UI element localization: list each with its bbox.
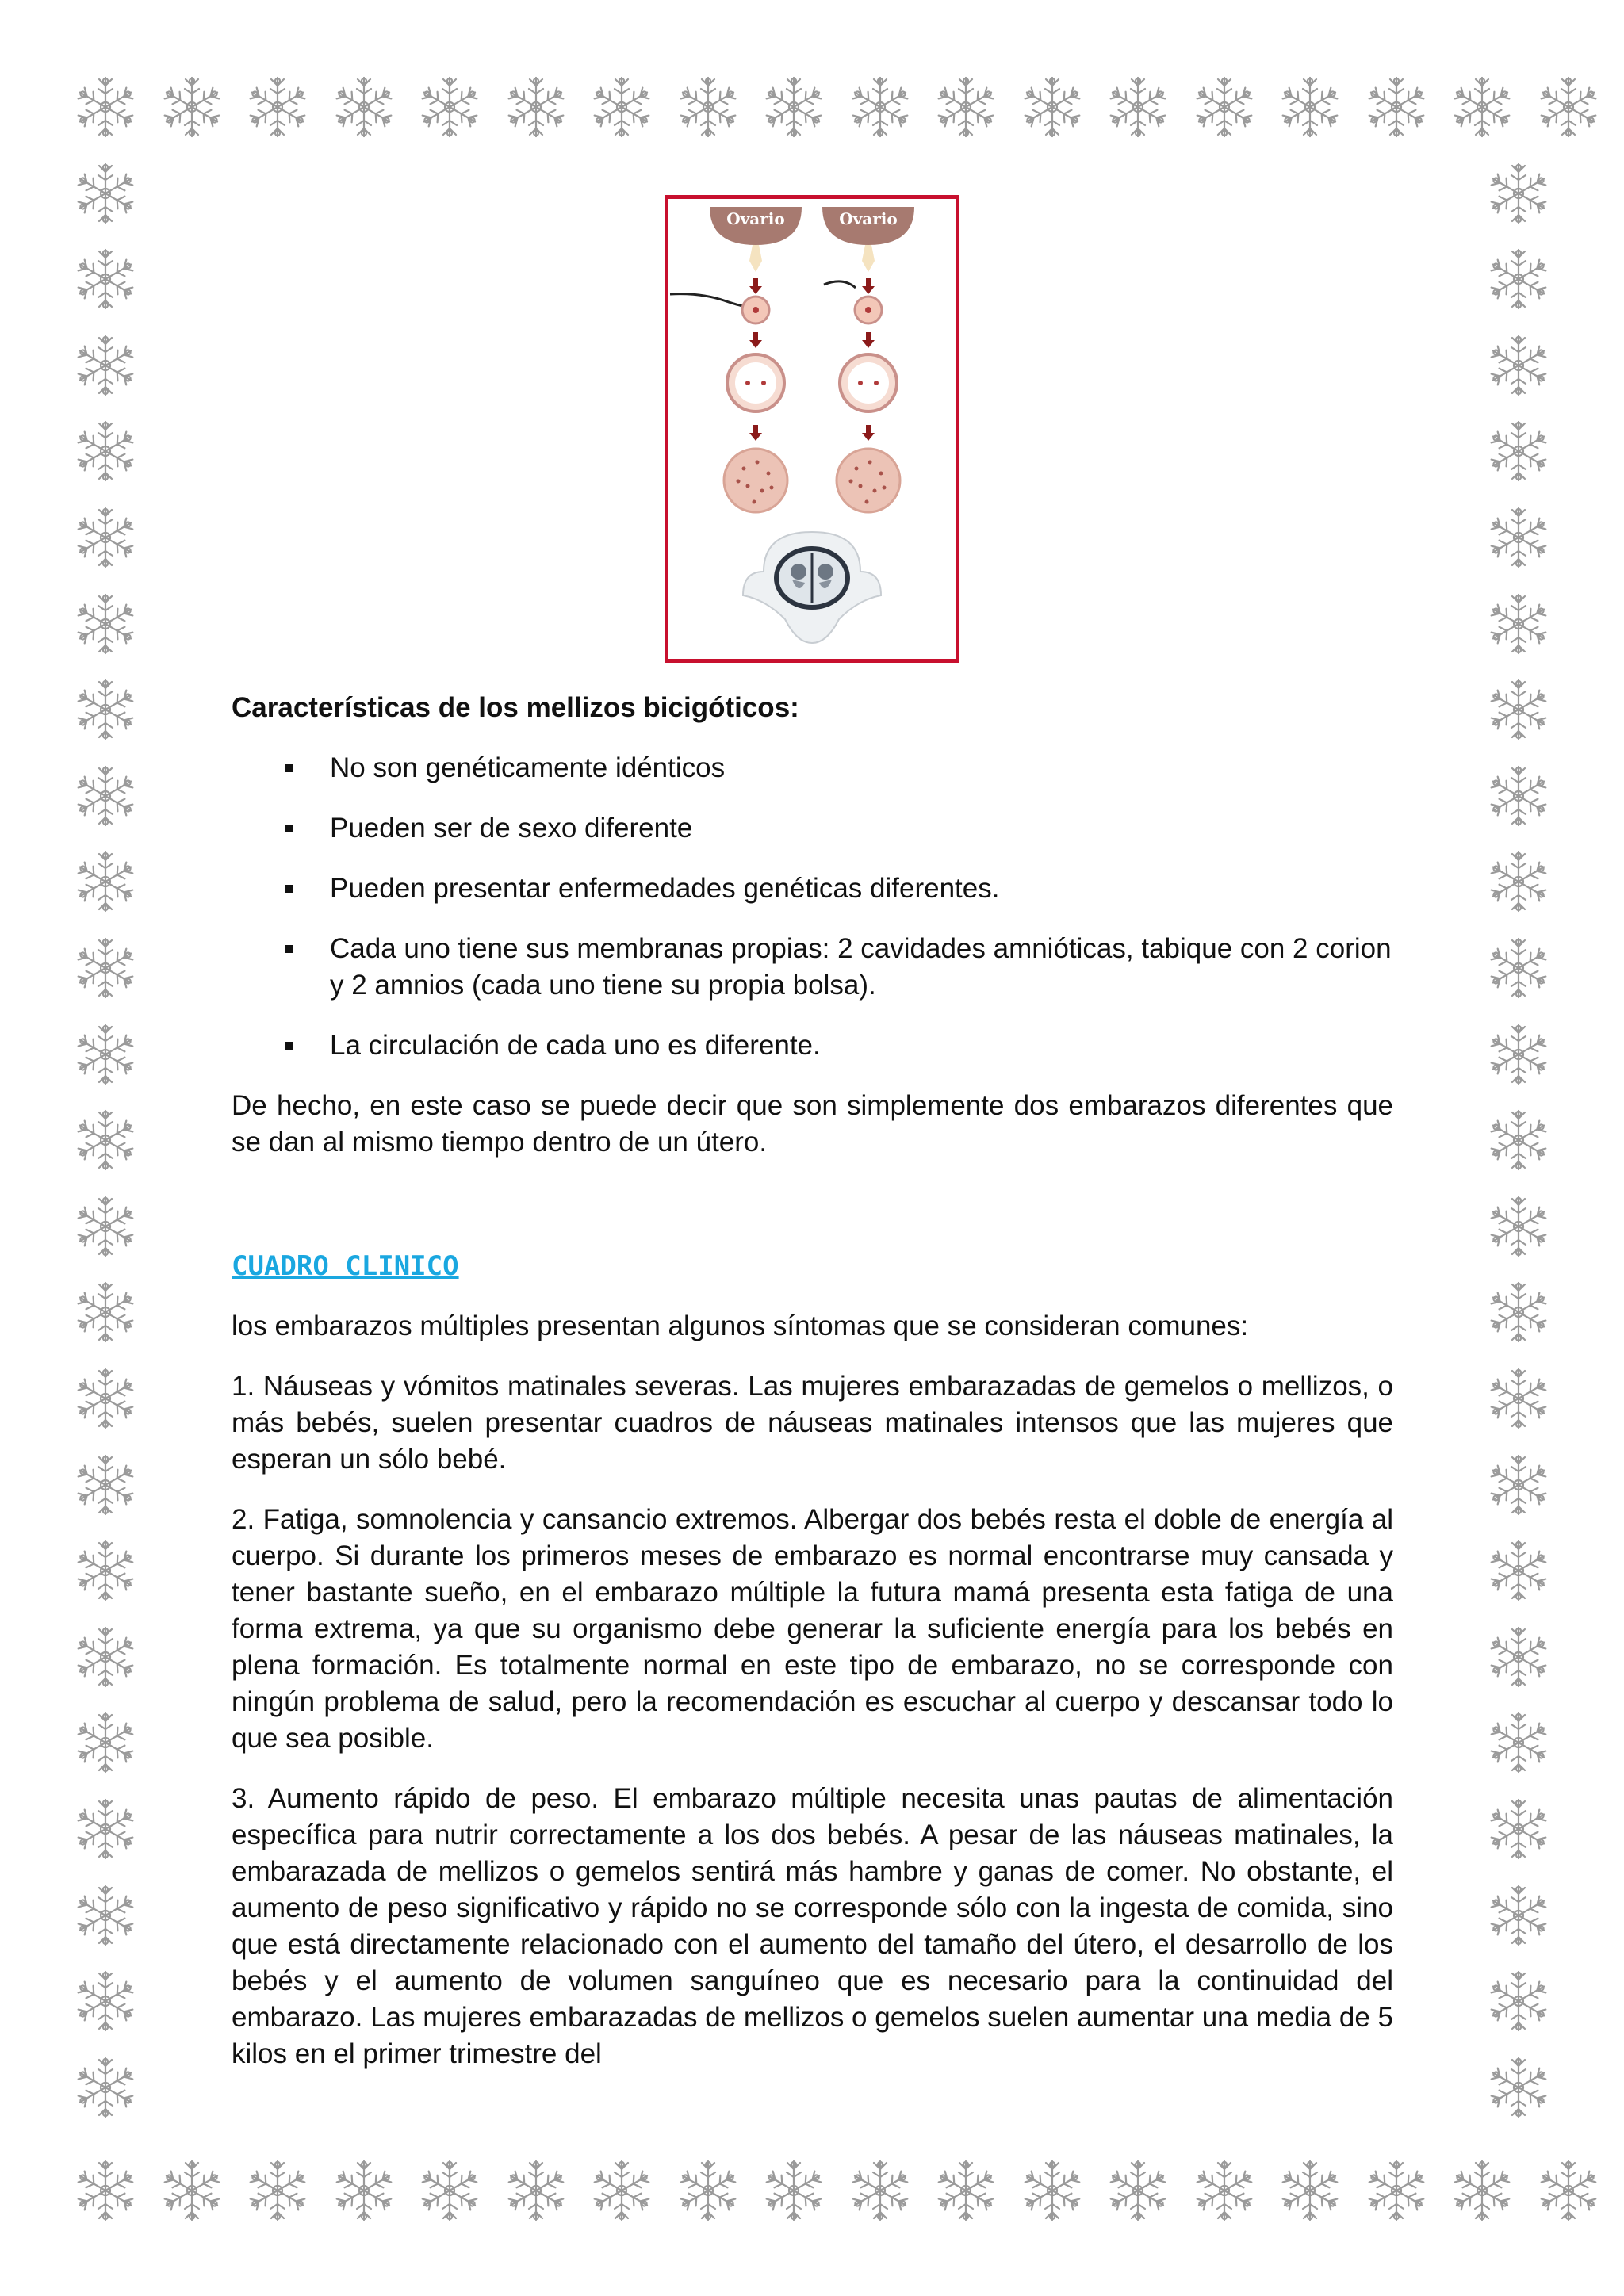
morula-stage [724, 449, 900, 512]
snowflake-icon [1483, 1880, 1554, 1951]
snowflake-icon [1533, 71, 1604, 143]
snowflake-icon [156, 71, 228, 143]
snowflake-icon [1483, 1276, 1554, 1348]
zygote-nucleus [865, 307, 871, 313]
cell-nucleus [761, 381, 766, 385]
snowflake-icon [70, 1965, 141, 2037]
snowflake-icon [414, 71, 485, 143]
list-item [232, 1027, 1393, 1064]
snowflake-icon [1483, 1019, 1554, 1090]
snowflake-icon [70, 674, 141, 745]
snowflake-icon [70, 2052, 141, 2123]
snowflake-icon [1446, 71, 1518, 143]
snowflake-icon [242, 2155, 313, 2226]
snowflake-icon [1274, 71, 1346, 143]
snowflake-icon [1483, 1535, 1554, 1606]
conclusion-paragraph: De hecho, en este caso se puede decir que son simplemente dos embarazos diferentes que se dan al mismo tiempo dentro de un útero. [232, 1090, 1393, 1158]
snowflake-icon [1483, 1965, 1554, 2037]
list-item-text: La circulación de cada uno es diferente. [330, 1030, 821, 1061]
snowflake-icon [70, 1793, 141, 1865]
left-ovary-group [710, 207, 802, 272]
snowflake-icon [156, 2155, 228, 2226]
clinical-intro: los embarazos múltiples presentan algunos síntomas que se consideran comunes: [232, 1311, 1249, 1341]
snowflake-icon [1483, 330, 1554, 401]
symptom-paragraph: 3. Aumento rápido de peso. El embarazo múltiple necesita unas pautas de alimentación específica para nutrir correctamente a los dos bebés. A pesar de las náuseas matinales, la embarazada de mellizos o gemelos sentirá más hambre y ganas de comer. No obstante, el aumento de peso significativo y rápido no se corresponde sólo con la ingesta de comida, sino que está directamente relacionado con el aumento del tamaño del útero, el desarrollo de los bebés y el aumento de volumen sanguíneo que es necesario para la continuidad del embarazo. Las mujeres embarazadas de mellizos o gemelos suelen aumentar una media de 5 kilos en el primer trimestre del [232, 1783, 1393, 2069]
snowflake-icon [1483, 588, 1554, 660]
snowflake-icon [1189, 2155, 1260, 2226]
snowflake-icon [70, 415, 141, 487]
snowflake-icon [70, 846, 141, 917]
snowflake-icon [1017, 2155, 1088, 2226]
snowflake-icon [1533, 2155, 1604, 2226]
section-title-cuadro-clinico: CUADRO CLINICO [232, 1250, 459, 1282]
snowflake-icon [758, 71, 829, 143]
snowflake-icon [845, 71, 916, 143]
snowflake-icon [672, 2155, 744, 2226]
twins-diagram [668, 199, 956, 659]
snowflake-icon [672, 71, 744, 143]
snowflake-icon [328, 71, 400, 143]
characteristics-list [232, 750, 1393, 1064]
snowflake-icon [1483, 1191, 1554, 1262]
main-content [232, 690, 1393, 2096]
snowflake-icon [1361, 2155, 1432, 2226]
snowflake-icon [1102, 71, 1174, 143]
snowflake-icon [70, 502, 141, 573]
snowflake-icon [70, 158, 141, 229]
snowflake-icon [70, 1880, 141, 1951]
zygote-nucleus [753, 307, 759, 313]
snowflake-icon [1483, 1793, 1554, 1865]
uterus-with-twins [743, 532, 881, 643]
arrow-down-icon [749, 425, 762, 441]
bullet-icon [285, 825, 293, 832]
right-ovum-release [862, 245, 875, 272]
snowflake-icon [1483, 243, 1554, 315]
list-item [232, 750, 1393, 786]
snowflake-icon [1483, 1707, 1554, 1778]
snowflake-icon [70, 1707, 141, 1778]
snowflake-icon [1483, 415, 1554, 487]
snowflake-icon [758, 2155, 829, 2226]
snowflake-icon [1483, 760, 1554, 832]
snowflake-icon [70, 71, 141, 143]
right-fetus-icon [818, 564, 833, 580]
right-ovary-label: Ovario [839, 209, 898, 228]
snowflake-icon [845, 2155, 916, 2226]
cell-interior [848, 362, 889, 404]
arrow-down-icon [862, 278, 875, 294]
left-ovum-release [749, 245, 762, 272]
snowflake-icon [1483, 932, 1554, 1004]
two-cell-stage [727, 354, 897, 411]
cell-nucleus [745, 381, 750, 385]
arrow-down-icon [749, 332, 762, 348]
symptom-paragraph: 2. Fatiga, somnolencia y cansancio extremos. Albergar dos bebés resta el doble de energía al cuerpo. Si durante los primeros meses de embarazo es normal encontrarse muy cansada y tener bastante sueño, en el embarazo múltiple la futura mamá presenta esta fatiga de una forma extrema, ya que su organismo debe generar la suficiente energía para los bebés en plena formación. Es totalmente normal en este tipo de embarazo, no se corresponde con ningún problema de salud, pero la recomendación es escuchar al cuerpo y descansar todo lo que sea posible. [232, 1504, 1393, 1754]
snowflake-icon [70, 2155, 141, 2226]
snowflake-icon [70, 243, 141, 315]
snowflake-icon [70, 932, 141, 1004]
snowflake-icon [1274, 2155, 1346, 2226]
snowflake-icon [1189, 71, 1260, 143]
snowflake-icon [1361, 71, 1432, 143]
cell-nucleus [874, 381, 879, 385]
snowflake-icon [1483, 1104, 1554, 1176]
snowflake-icon [930, 2155, 1002, 2226]
snowflake-icon [1483, 1621, 1554, 1693]
snowflake-icon [70, 588, 141, 660]
dizygotic-twins-figure [665, 195, 959, 663]
snowflake-icon [1483, 1449, 1554, 1521]
snowflake-icon [70, 760, 141, 832]
snowflake-icon [1446, 2155, 1518, 2226]
bullet-icon [285, 1042, 293, 1050]
snowflake-icon [70, 1363, 141, 1434]
cell-interior [735, 362, 776, 404]
snowflake-icon [70, 1191, 141, 1262]
snowflake-icon [328, 2155, 400, 2226]
snowflake-icon [70, 1104, 141, 1176]
left-ovary-label: Ovario [726, 209, 785, 228]
snowflake-icon [70, 1621, 141, 1693]
snowflake-icon [500, 71, 572, 143]
snowflake-icon [1483, 2052, 1554, 2123]
list-item [232, 931, 1393, 1004]
snowflake-icon [1102, 2155, 1174, 2226]
bullet-icon [285, 885, 293, 893]
right-ovary-group [822, 207, 914, 272]
snowflake-icon [414, 2155, 485, 2226]
list-item-text: Pueden ser de sexo diferente [330, 813, 693, 844]
snowflake-icon [1483, 1363, 1554, 1434]
snowflake-icon [70, 1535, 141, 1606]
bullet-icon [285, 945, 293, 953]
arrow-down-icon [749, 278, 762, 294]
snowflake-icon [500, 2155, 572, 2226]
snowflake-icon [70, 1276, 141, 1348]
arrow-down-icon [862, 425, 875, 441]
snowflake-icon [1483, 158, 1554, 229]
arrow-down-icon [862, 332, 875, 348]
right-sperm-icon [824, 281, 856, 288]
characteristics-heading: Características de los mellizos bicigóticos: [232, 692, 799, 723]
symptom-paragraph: 1. Náuseas y vómitos matinales severas. Las mujeres embarazadas de gemelos o mellizos, o más bebés, suelen presentar cuadros de náuseas matinales intensos que las mujeres que esperan un sólo bebé. [232, 1371, 1393, 1475]
list-item-text: Pueden presentar enfermedades genéticas diferentes. [330, 873, 1000, 904]
list-item [232, 810, 1393, 847]
left-sperm-icon [670, 294, 745, 306]
left-fetus-icon [791, 564, 806, 580]
bullet-icon [285, 764, 293, 772]
cell-nucleus [858, 381, 863, 385]
snowflake-icon [1483, 502, 1554, 573]
zygotes [742, 297, 882, 323]
snowflake-icon [1483, 674, 1554, 745]
snowflake-icon [1017, 71, 1088, 143]
snowflake-icon [70, 1449, 141, 1521]
snowflake-icon [930, 71, 1002, 143]
snowflake-icon [242, 71, 313, 143]
list-item-text: Cada uno tiene sus membranas propias: 2 cavidades amnióticas, tabique con 2 corion y 2 amnios (cada uno tiene su propia bolsa). [330, 933, 1392, 1001]
list-item [232, 871, 1393, 907]
snowflake-icon [70, 1019, 141, 1090]
list-item-text: No son genéticamente idénticos [330, 752, 726, 783]
snowflake-icon [586, 71, 657, 143]
snowflake-icon [70, 330, 141, 401]
snowflake-icon [586, 2155, 657, 2226]
snowflake-icon [1483, 846, 1554, 917]
